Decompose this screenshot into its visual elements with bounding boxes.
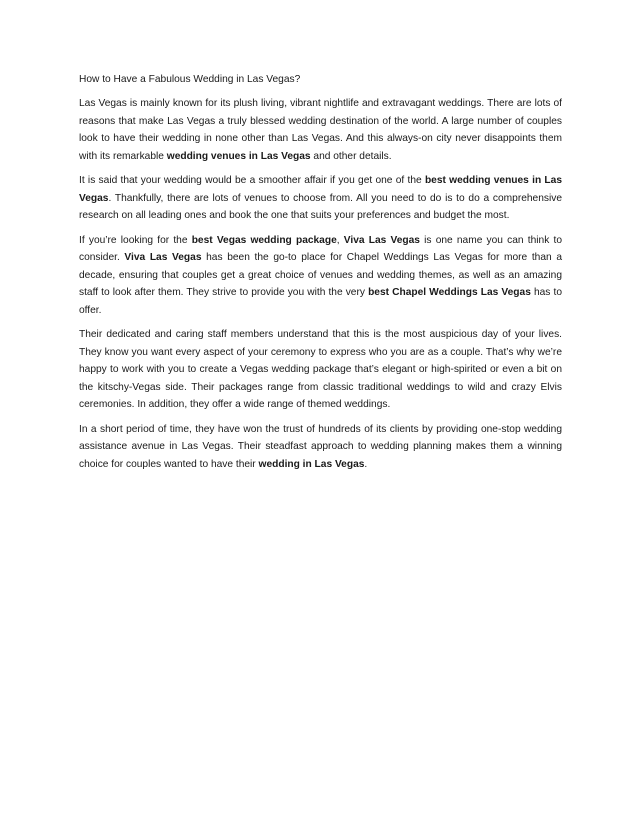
text-segment: If you’re looking for the <box>79 235 192 247</box>
paragraph-trust <box>79 421 562 473</box>
keyword-best-vegas-wedding-package: best Vegas wedding package <box>191 235 337 247</box>
text-segment: has been the go-to place for Chapel Weddings Las Vegas for more than a decade, ensuring that couples get a great choice of venues and wedding themes, as well as an amazing staff to look after them. They strive to provide you with the very <box>79 252 562 299</box>
text-segment: It is said that your wedding would be a smoother affair if you get one of the <box>79 175 425 187</box>
text-segment: , <box>336 235 344 247</box>
paragraph-intro <box>79 95 562 165</box>
text-segment: . Thankfully, there are lots of venues to choose from. All you need to do is to do a comprehensive research on all leading ones and book the one that suits your preferences and budget the most. <box>79 192 562 222</box>
keyword-viva-las-vegas: Viva Las Vegas <box>343 235 420 247</box>
document-title: How to Have a Fabulous Wedding in Las Vegas? <box>79 74 301 85</box>
text-segment: . <box>364 458 368 470</box>
text-segment: Las Vegas is mainly known for its plush living, vibrant nightlife and extravagant weddings. There are lots of reasons that make Las Vegas a truly blessed wedding destination of the world. A large number of couples look to have their wedding in none other than Las Vegas. And this always-on city never disappoints them with its remarkable <box>79 98 562 162</box>
paragraph-venues <box>79 172 562 224</box>
text-segment: Their dedicated and caring staff members understand that this is the most auspicious day of your lives. They know you want every aspect of your ceremony to express who you are as a couple. That’s why we’re happy to work with you to create a Vegas wedding package that’s elegant or high-spirited or even a bit on the kitschy-Vegas side. Their packages range from classic traditional weddings to wild and crazy Elvis ceremonies. In addition, they offer a wide range of themed weddings. <box>79 329 562 411</box>
keyword-viva-las-vegas: Viva Las Vegas <box>124 252 202 264</box>
text-segment: and other details. <box>310 150 392 162</box>
keyword-wedding-in-las-vegas: wedding in Las Vegas <box>258 458 365 470</box>
keyword-wedding-venues: wedding venues in Las Vegas <box>166 150 311 162</box>
keyword-best-wedding-venues: best wedding venues in Las Vegas <box>79 175 562 204</box>
text-segment: has to offer. <box>79 287 562 316</box>
document-body <box>79 71 562 480</box>
text-segment: is one name you can think to consider. <box>79 235 562 264</box>
text-segment: In a short period of time, they have won the trust of hundreds of its clients by providing one-stop wedding assistance avenue in Las Vegas. Their steadfast approach to wedding planning makes them a winning choice for couples wanted to have their <box>79 423 562 470</box>
paragraph-viva-las-vegas <box>79 232 562 319</box>
keyword-best-chapel-weddings: best Chapel Weddings Las Vegas <box>368 287 531 299</box>
paragraph-staff <box>79 326 562 413</box>
